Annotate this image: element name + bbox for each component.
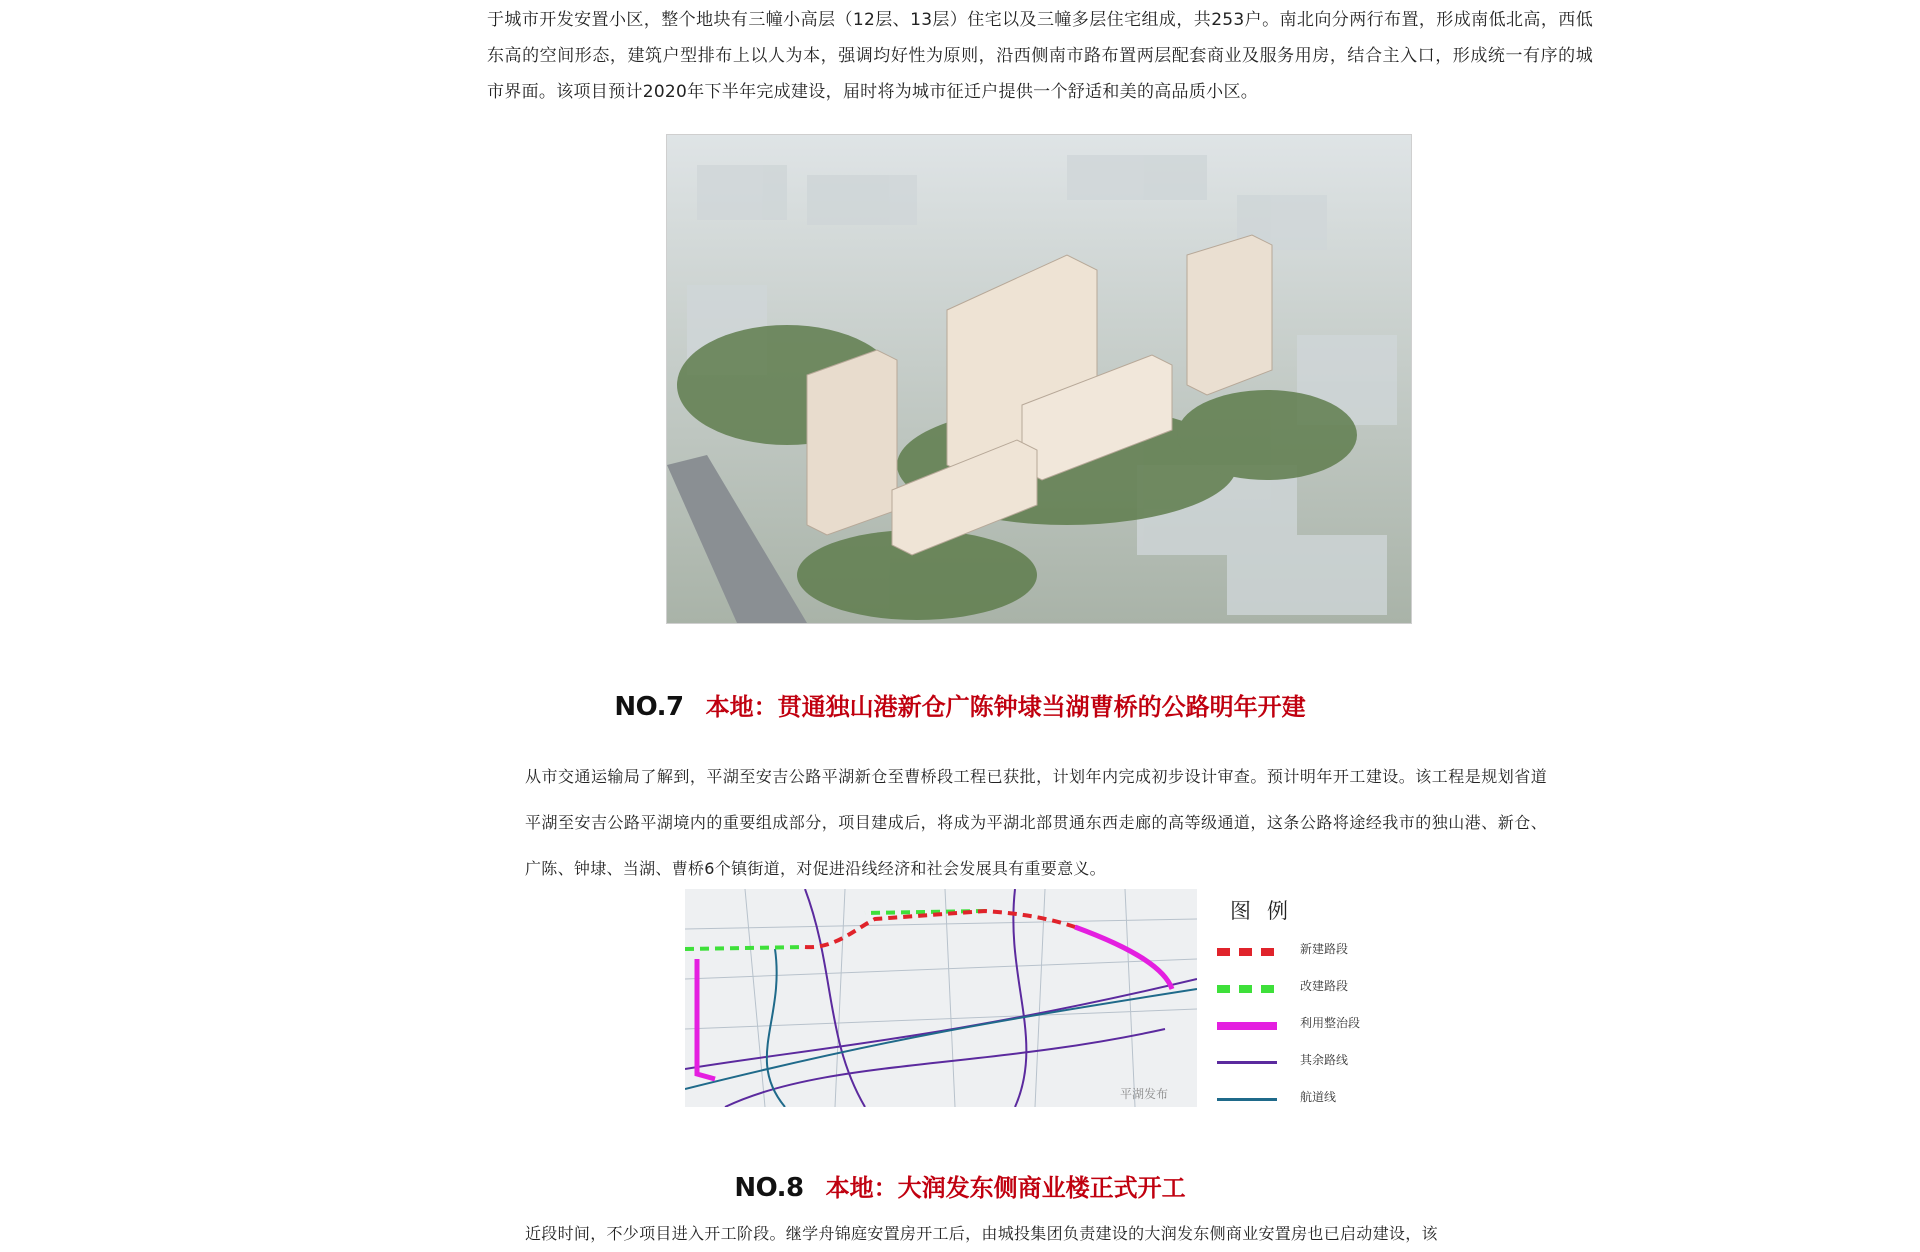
legend-label-waterway: 航道线: [1300, 1090, 1337, 1104]
section-7-heading: [0, 687, 1920, 722]
map-legend: [1197, 889, 1387, 1107]
legend-label-rebuilt-road: 改建路段: [1300, 979, 1349, 993]
legend-swatch-renovated-road: [1217, 1022, 1277, 1030]
section-7-title: 本地：贯通独山港新仓广陈钟埭当湖曹桥的公路明年开建: [705, 693, 1306, 721]
map-watermark: 平湖发布: [1120, 1087, 1169, 1101]
section-7-paragraph: 从市交通运输局了解到，平湖至安吉公路平湖新仓至曹桥段工程已获批，计划年内完成初步设计审查。预计明年开工建设。该工程是规划省道平湖至安吉公路平湖境内的重要组成部分，项目建成后，将成为平湖北部贯通东西走廊的高等级通道，这条公路将途经我市的独山港、新仓、广陈、钟埭、当湖、曹桥6个镇街道，对促进沿线经济和社会发展具有重要意义。: [525, 767, 1547, 878]
legend-item-renovated-road: [1217, 1014, 1387, 1034]
road-route-map: [685, 889, 1197, 1107]
legend-item-new-road: [1217, 940, 1387, 960]
legend-item-rebuilt-road: [1217, 977, 1387, 997]
section-8-number: NO.8: [734, 1173, 804, 1203]
section-8-heading: [0, 1168, 1920, 1203]
legend-item-other-routes: [1217, 1051, 1387, 1071]
section-8-title: 本地：大润发东侧商业楼正式开工: [825, 1174, 1186, 1202]
legend-item-waterway: [1217, 1088, 1387, 1108]
legend-label-renovated-road: 利用整治段: [1300, 1016, 1361, 1030]
legend-swatch-rebuilt-road: [1217, 985, 1277, 993]
residential-rendering-image: [666, 134, 1412, 624]
section-8-paragraph: 近段时间，不少项目进入开工阶段。继学舟锦庭安置房开工后，由城投集团负责建设的大润发东侧商业安置房也已启动建设，该: [525, 1224, 1438, 1243]
intro-paragraph: 于城市开发安置小区，整个地块有三幢小高层（12层、13层）住宅以及三幢多层住宅组成，共253户。南北向分两行布置，形成南低北高，西低东高的空间形态，建筑户型排布上以人为本，强调均好性为原则，沿西侧南市路布置两层配套商业及服务用房，结合主入口，形成统一有序的城市界面。该项目预计2020年下半年完成建设，届时将为城市征迁户提供一个舒适和美的高品质小区。: [487, 10, 1593, 102]
section-7-number: NO.7: [614, 692, 684, 722]
legend-label-other-routes: 其余路线: [1300, 1053, 1349, 1067]
legend-swatch-other-routes: [1217, 1061, 1277, 1064]
legend-swatch-new-road: [1217, 948, 1277, 956]
legend-swatch-waterway: [1217, 1098, 1277, 1101]
legend-title: 图例: [1230, 899, 1304, 923]
legend-label-new-road: 新建路段: [1300, 942, 1349, 956]
